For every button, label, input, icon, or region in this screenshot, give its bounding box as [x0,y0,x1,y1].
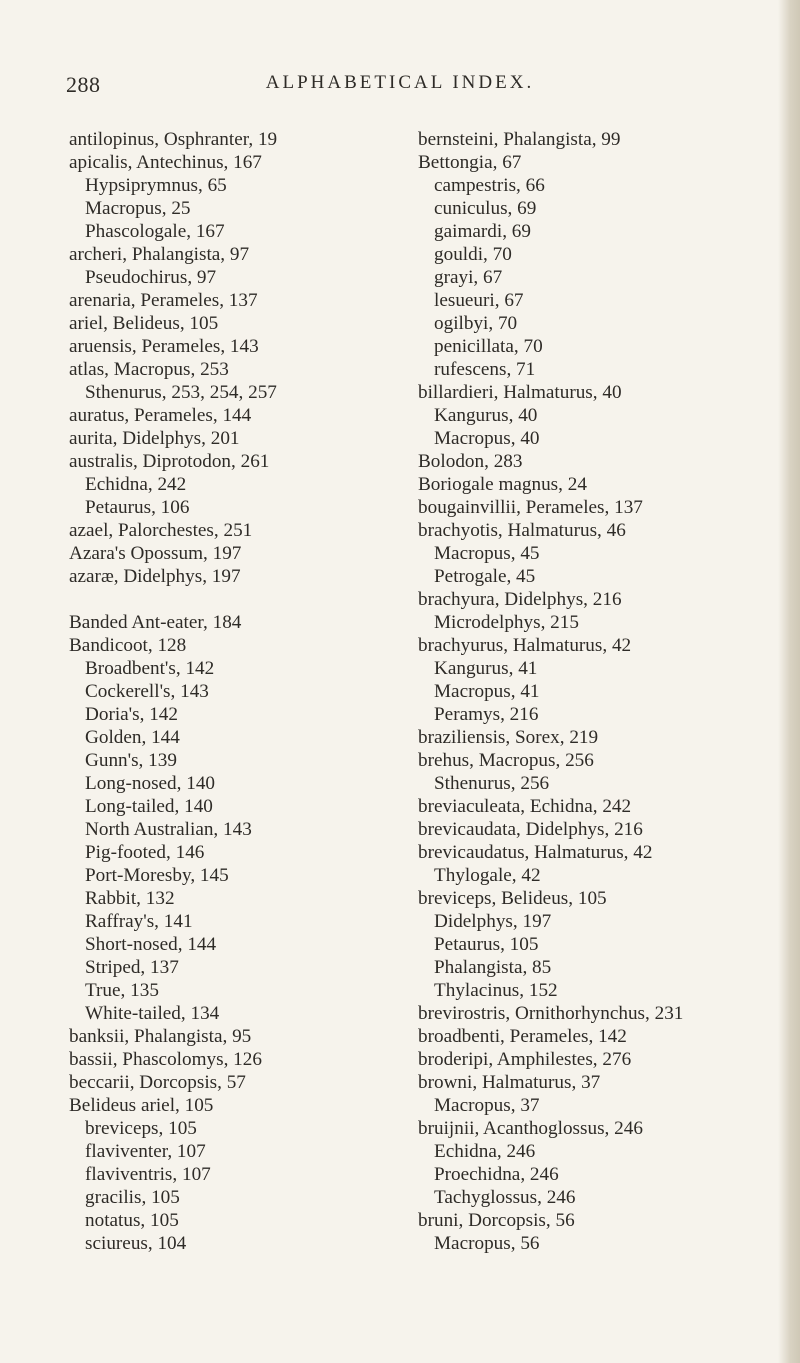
index-entry: archeri, Phalangista, 97 [69,244,250,265]
index-subentry: gaimardi, 69 [434,221,531,242]
index-subentry: Port-Moresby, 145 [85,865,229,886]
index-subentry: grayi, 67 [434,267,503,288]
index-subentry: Echidna, 242 [85,474,187,495]
index-subentry: Microdelphys, 215 [434,612,579,633]
index-subentry: notatus, 105 [85,1210,179,1231]
index-entry: bassii, Phascolomys, 126 [69,1049,262,1070]
index-subentry: Macropus, 40 [434,428,540,449]
index-subentry: Echidna, 246 [434,1141,536,1162]
index-subentry: Phalangista, 85 [434,957,552,978]
index-entry: azaræ, Didelphys, 197 [69,566,241,587]
index-subentry: Broadbent's, 142 [85,658,215,679]
index-entry: brachyura, Didelphys, 216 [418,589,622,610]
running-head: ALPHABETICAL INDEX. [265,72,535,93]
index-subentry: North Australian, 143 [85,819,252,840]
index-subentry: Didelphys, 197 [434,911,552,932]
index-subentry: Petaurus, 105 [434,934,539,955]
index-entry: brachyurus, Halmaturus, 42 [418,635,632,656]
index-entry: breviaculeata, Echidna, 242 [418,796,632,817]
index-entry: braziliensis, Sorex, 219 [418,727,599,748]
index-subentry: Macropus, 41 [434,681,540,702]
index-subentry: rufescens, 71 [434,359,536,380]
index-subentry: breviceps, 105 [85,1118,197,1139]
index-entry: Boriogale magnus, 24 [418,474,587,495]
index-column-left [69,128,399,1255]
index-subentry: Kangurus, 40 [434,405,538,426]
index-subentry: Thylogale, 42 [434,865,541,886]
index-subentry: Sthenurus, 256 [434,773,550,794]
index-subentry: Macropus, 56 [434,1233,540,1254]
index-entry: billardieri, Halmaturus, 40 [418,382,622,403]
index-subentry: Proechidna, 246 [434,1164,559,1185]
index-subentry: Thylacinus, 152 [434,980,558,1001]
index-entry: brehus, Macropus, 256 [418,750,594,771]
index-subentry: Short-nosed, 144 [85,934,217,955]
index-subentry: Macropus, 25 [85,198,191,219]
index-subentry: campestris, 66 [434,175,545,196]
index-entry: Bandicoot, 128 [69,635,187,656]
index-subentry: Striped, 137 [85,957,179,978]
index-entry: breviceps, Belideus, 105 [418,888,607,909]
index-entry: Bettongia, 67 [418,152,522,173]
index-subentry: Hypsiprymnus, 65 [85,175,227,196]
index-subentry: Sthenurus, 253, 254, 257 [85,382,277,403]
index-entry: brevicaudatus, Halmaturus, 42 [418,842,653,863]
index-entry: antilopinus, Osphranter, 19 [69,129,278,150]
index-entry: bougainvillii, Perameles, 137 [418,497,643,518]
index-subentry: lesueuri, 67 [434,290,524,311]
index-entry: broadbenti, Perameles, 142 [418,1026,627,1047]
index-subentry: cuniculus, 69 [434,198,537,219]
index-entry: brevirostris, Ornithorhynchus, 231 [418,1003,684,1024]
index-entry: bernsteini, Phalangista, 99 [418,129,621,150]
index-subentry: penicillata, 70 [434,336,543,357]
index-subentry: Petaurus, 106 [85,497,190,518]
index-column-right [418,128,790,1255]
index-subentry: Long-tailed, 140 [85,796,213,817]
index-entry: australis, Diprotodon, 261 [69,451,270,472]
index-subentry: Cockerell's, 143 [85,681,209,702]
index-entry: browni, Halmaturus, 37 [418,1072,601,1093]
index-entry: aurita, Didelphys, 201 [69,428,240,449]
index-subentry: Phascologale, 167 [85,221,225,242]
index-subentry: sciureus, 104 [85,1233,187,1254]
index-subentry: Raffray's, 141 [85,911,193,932]
index-subentry: ogilbyi, 70 [434,313,518,334]
index-subentry: flaviventris, 107 [85,1164,211,1185]
index-subentry: True, 135 [85,980,159,1001]
index-entry: apicalis, Antechinus, 167 [69,152,262,173]
index-subentry: Long-nosed, 140 [85,773,216,794]
index-subentry: Rabbit, 132 [85,888,175,909]
page-number: 288 [66,72,101,97]
index-entry: aruensis, Perameles, 143 [69,336,259,357]
index-entry: ariel, Belideus, 105 [69,313,219,334]
index-subentry: Petrogale, 45 [434,566,536,587]
index-subentry: White-tailed, 134 [85,1003,220,1024]
index-entry: Azara's Opossum, 197 [69,543,242,564]
index-entry: atlas, Macropus, 253 [69,359,229,380]
index-subentry: Gunn's, 139 [85,750,177,771]
index-entry: auratus, Perameles, 144 [69,405,252,426]
index-subentry: gouldi, 70 [434,244,512,265]
index-subentry: Macropus, 37 [434,1095,540,1116]
index-entry: Belideus ariel, 105 [69,1095,214,1116]
index-entry: brevicaudata, Didelphys, 216 [418,819,643,840]
index-subentry: Doria's, 142 [85,704,178,725]
index-entry: brachyotis, Halmaturus, 46 [418,520,626,541]
index-subentry: Golden, 144 [85,727,180,748]
index-subentry: Tachyglossus, 246 [434,1187,576,1208]
index-entry: arenaria, Perameles, 137 [69,290,258,311]
index-entry: bruni, Dorcopsis, 56 [418,1210,575,1231]
index-subentry: Kangurus, 41 [434,658,538,679]
index-entry: beccarii, Dorcopsis, 57 [69,1072,246,1093]
index-subentry: Macropus, 45 [434,543,540,564]
index-subentry: gracilis, 105 [85,1187,180,1208]
index-entry: azael, Palorchestes, 251 [69,520,253,541]
index-entry: broderipi, Amphilestes, 276 [418,1049,632,1070]
index-entry: bruijnii, Acanthoglossus, 246 [418,1118,643,1139]
index-entry: Banded Ant-eater, 184 [69,612,242,633]
index-subentry: flaviventer, 107 [85,1141,206,1162]
index-entry: Bolodon, 283 [418,451,523,472]
index-subentry: Pig-footed, 146 [85,842,205,863]
index-subentry: Pseudochirus, 97 [85,267,217,288]
index-entry: banksii, Phalangista, 95 [69,1026,252,1047]
index-subentry: Peramys, 216 [434,704,539,725]
